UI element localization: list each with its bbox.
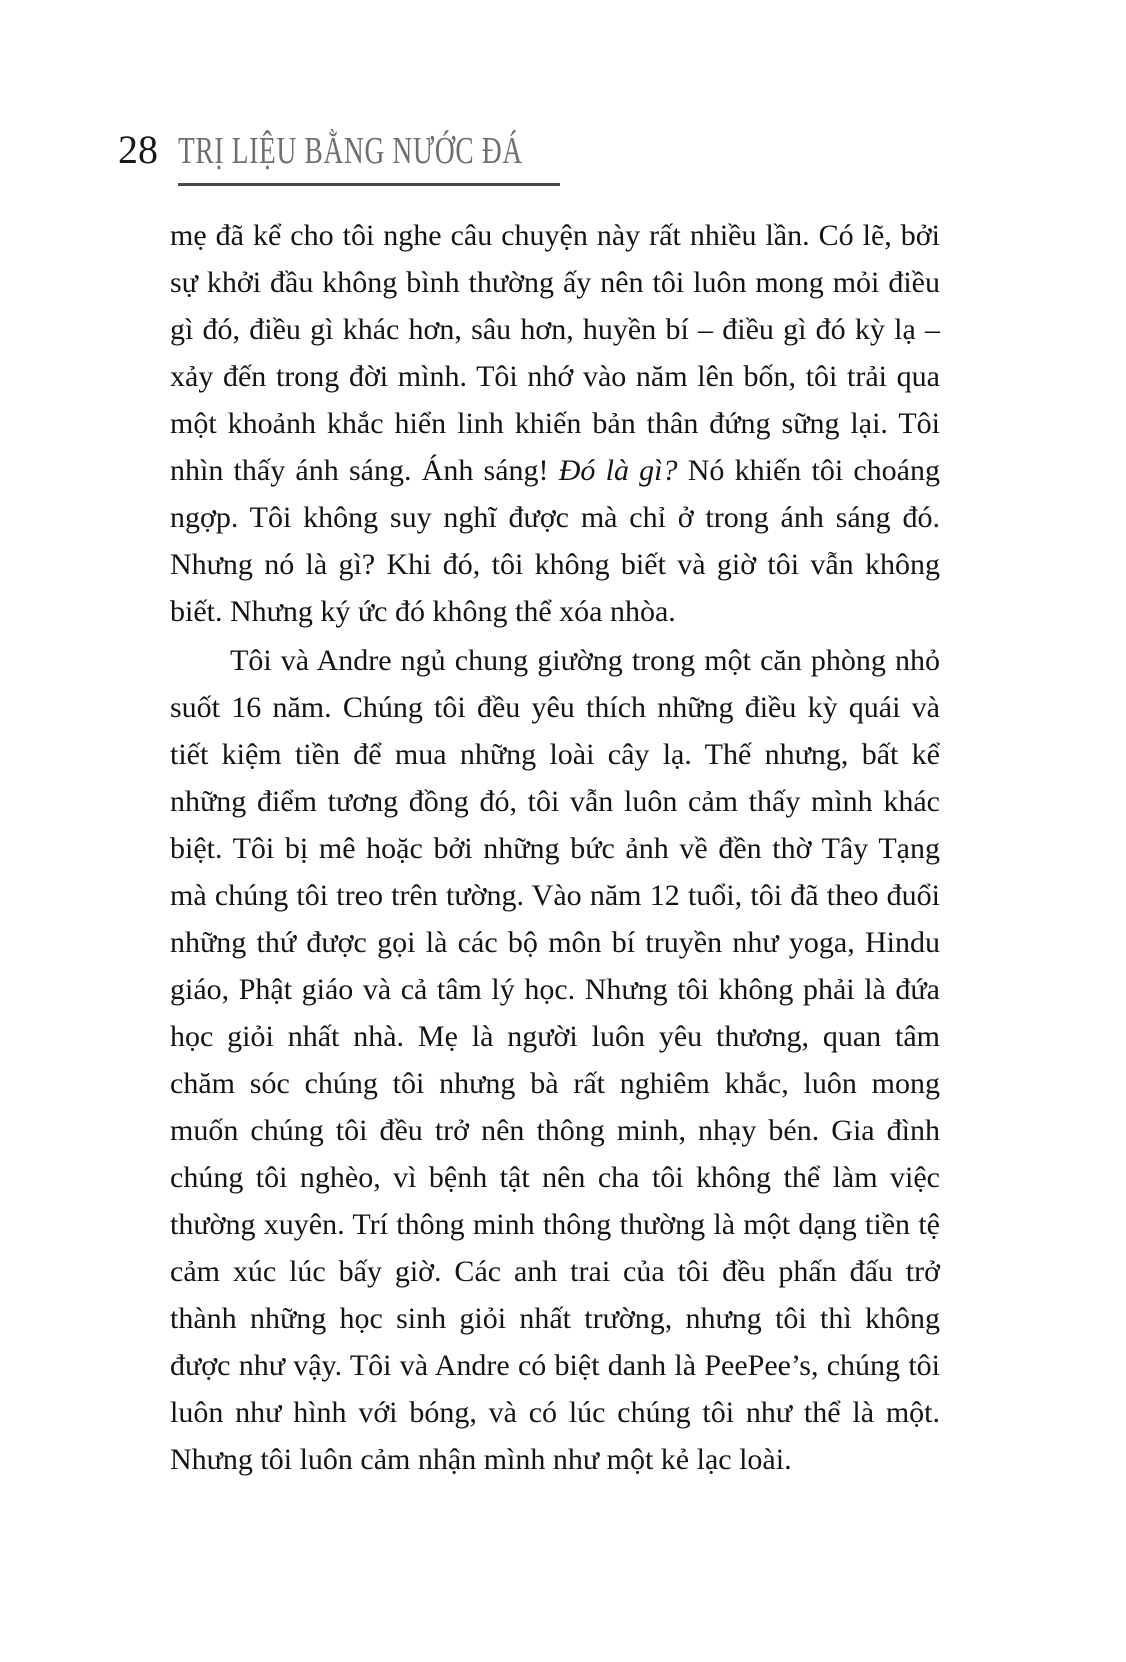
paragraph-2: Tôi và Andre ngủ chung giường trong một căn phòng nhỏ suốt 16 năm. Chúng tôi đều yêu thích những điều kỳ quái và tiết kiệm tiền để mua những loài cây lạ. Thế nhưng, bất kể những điểm tương đồng đó, tôi vẫn luôn cảm thấy mình khác biệt. Tôi bị mê hoặc bởi những bức ảnh về đền thờ Tây Tạng mà chúng tôi treo trên tường. Vào năm 12 tuổi, tôi đã theo đuổi những thứ được gọi là các bộ môn bí truyền như yoga, Hindu giáo, Phật giáo và cả tâm lý học. Nhưng tôi không phải là đứa học giỏi nhất nhà. Mẹ là người luôn yêu thương, quan tâm chăm sóc chúng tôi nhưng bà rất nghiêm khắc, luôn mong muốn chúng tôi đều trở nên thông minh, nhạy bén. Gia đình chúng tôi nghèo, vì bệnh tật nên cha tôi không thể làm việc thường xuyên. Trí thông minh thông thường là một dạng tiền tệ cảm xúc lúc bấy giờ. Các anh trai của tôi đều phấn đấu trở thành những học sinh giỏi nhất trường, nhưng tôi thì không được như vậy. Tôi và Andre có biệt danh là PeePee’s, chúng tôi luôn như hình với bóng, và có lúc chúng tôi như thể là một. Nhưng tôi luôn cảm nhận mình như một kẻ lạc loài.	[170, 644, 940, 1476]
page-number: 28	[118, 127, 158, 172]
chapter-title-underline	[178, 132, 560, 186]
paragraph-1-italic-phrase: Đó là gì?	[558, 454, 678, 487]
chapter-title: TRỊ LIỆU BẰNG NƯỚC ĐÁ	[178, 130, 523, 172]
paragraph-1	[170, 212, 940, 635]
paragraph-1-text-start: mẹ đã kể cho tôi nghe câu chuyện này rất nhiều lần. Có lẽ, bởi sự khởi đầu không bình thường ấy nên tôi luôn mong mỏi điều gì đó, điều gì khác hơn, sâu hơn, huyền bí – điều gì đó kỳ lạ – xảy đến trong đời mình. Tôi nhớ vào năm lên bốn, tôi trải qua một khoảnh khắc hiển linh khiến bản thân đứng sững lại. Tôi nhìn thấy ánh sáng. Ánh sáng!	[170, 219, 940, 487]
page-header	[118, 127, 560, 186]
body-text	[170, 212, 940, 1483]
paragraph-1-text-end: Nó khiến tôi choáng ngợp. Tôi không suy nghĩ được mà chỉ ở trong ánh sáng đó. Nhưng nó là gì? Khi đó, tôi không biết và giờ tôi vẫn không biết. Nhưng ký ức đó không thể xóa nhòa.	[170, 454, 940, 628]
